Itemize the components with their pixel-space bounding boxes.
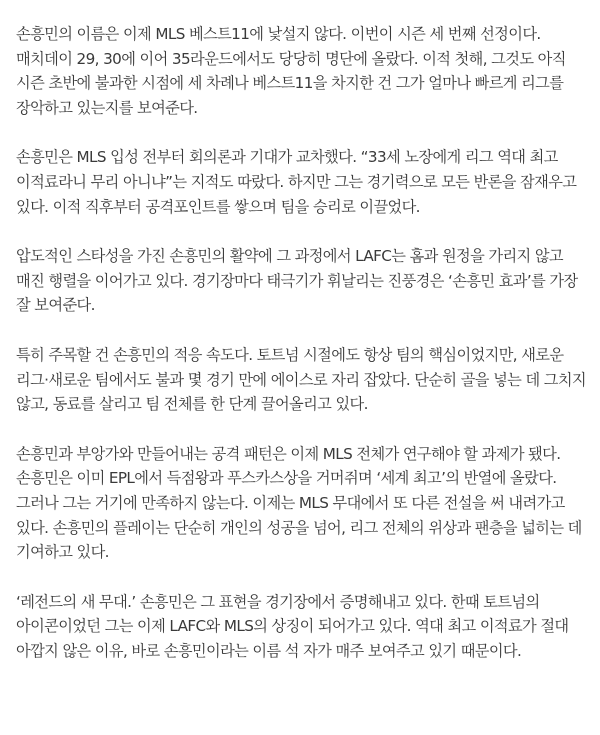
article-body	[16, 22, 592, 663]
paragraph-adaptation: 특히 주목할 건 손흥민의 적응 속도다. 토트넘 시절에도 항상 팀의 핵심이었지만, 새로운 리그·새로운 팀에서도 불과 몇 경기 만에 에이스로 자리 잡았다. 단순히 골을 넣는 데 그치지 않고, 동료를 살리고 팀 전체를 한 단계 끌어올리고 있다.	[16, 345, 586, 414]
paragraph-legend-stage: ‘레전드의 새 무대.’ 손흥민은 그 표현을 경기장에서 증명해내고 있다. 한때 토트넘의 아이콘이었던 그는 이제 LAFC와 MLS의 상징이 되어가고 있다. 역대 최고 이적료가 절대 아깝지 않은 이유, 바로 손흥민이라는 이름 석 자가 매주 보여주고 있기 때문이다.	[16, 592, 569, 660]
paragraph-skepticism: 손흥민은 MLS 입성 전부터 회의론과 기대가 교차했다. “33세 노장에게 리그 역대 최고 이적료라니 무리 아니냐”는 지적도 따랐다. 하지만 그는 경기력으로 모든 반론을 잠재우고 있다. 이적 직후부터 공격포인트를 쌓으며 팀을 승리로 이끌었다.	[16, 148, 577, 216]
paragraph-sellouts: 압도적인 스타성을 가진 손흥민의 활약에 그 과정에서 LAFC는 홈과 원정을 가리지 않고 매진 행렬을 이어가고 있다. 경기장마다 태극기가 휘날리는 진풍경은 ‘손흥민 효과’를 가장 잘 보여준다.	[16, 247, 578, 315]
paragraph-best11-selection: 손흥민의 이름은 이제 MLS 베스트11에 낯설지 않다. 이번이 시즌 세 번째 선정이다. 매치데이 29, 30에 이어 35라운드에서도 당당히 명단에 올랐다. 이적 첫해, 그것도 아직 시즌 초반에 불과한 시점에 세 차례나 베스트11을 차지한 건 그가 얼마나 빠르게 리그를 장악하고 있는지를 보여준다.	[16, 25, 566, 117]
paragraph-attack-pattern: 손흥민과 부앙가와 만들어내는 공격 패턴은 이제 MLS 전체가 연구해야 할 과제가 됐다. 손흥민은 이미 EPL에서 득점왕과 푸스카스상을 거머쥐며 ‘세계 최고’의 반열에 올랐다. 그러나 그는 거기에 만족하지 않는다. 이제는 MLS 무대에서 또 다른 전설을 써 내려가고 있다. 손흥민의 플레이는 단순히 개인의 성공을 넘어, 리그 전체의 위상과 팬층을 넓히는 데 기여하고 있다.	[16, 444, 582, 562]
